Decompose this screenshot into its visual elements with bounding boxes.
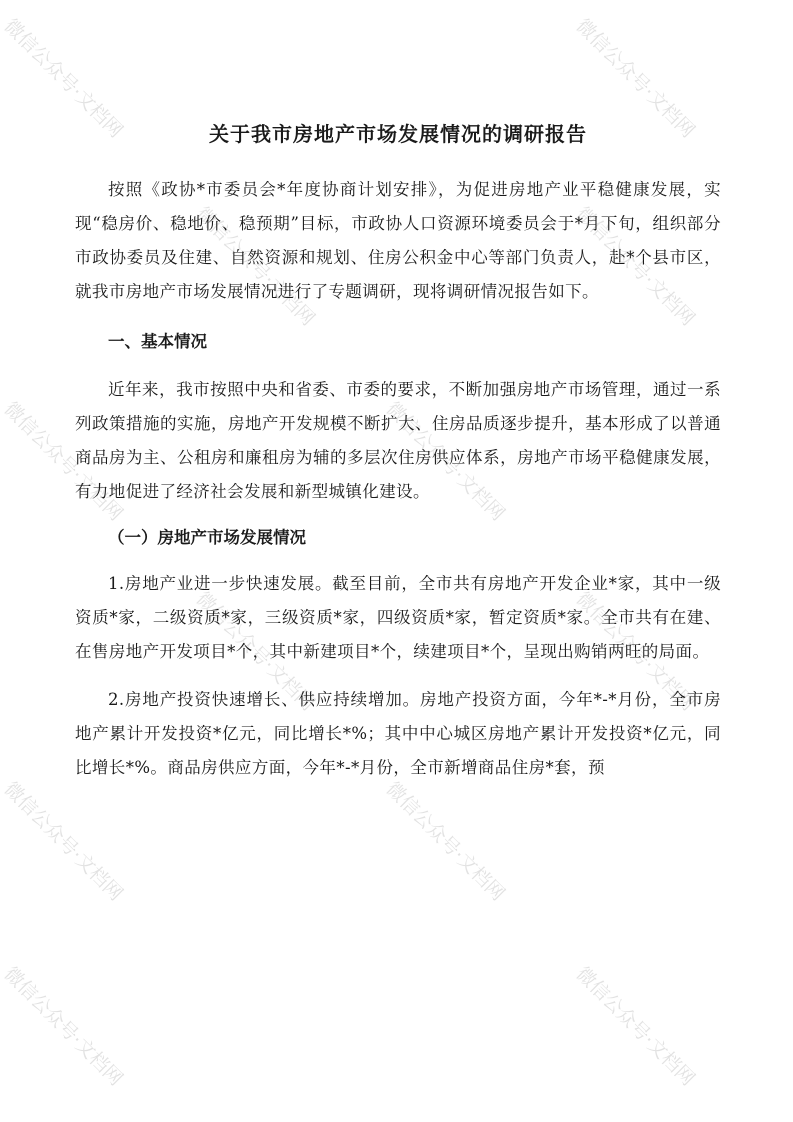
document-body — [75, 118, 721, 785]
watermark: 微信公众号·文档网 — [571, 962, 699, 1091]
watermark: 微信公众号·文档网 — [191, 202, 319, 331]
watermark: 微信公众号·文档网 — [0, 14, 127, 143]
watermark: 微信公众号·文档网 — [0, 397, 127, 526]
section-paragraph: 近年来，我市按照中央和省委、市委的要求，不断加强房地产市场管理，通过一系列政策措施的实施，房地产开发规模不断扩大、住房品质逐步提升，基本形成了以普通商品房为主、公租房和廉租房为辅的多层次住房供应体系，房地产市场平稳健康发展，有力地促进了经济社会发展和新型城镇化建设。 — [75, 380, 721, 501]
watermark: 微信公众号·文档网 — [381, 397, 509, 526]
watermark: 微信公众号·文档网 — [191, 587, 319, 716]
watermark: 微信公众号·文档网 — [0, 962, 127, 1091]
section-heading: 一、基本情况 — [108, 332, 207, 351]
watermark: 微信公众号·文档网 — [571, 14, 699, 143]
list-item-paragraph: 1.房地产业进一步快速发展。截至目前，全市共有房地产开发企业*家，其中一级资质*家，二级资质*家，三级资质*家，四级资质*家，暂定资质*家。全市共有在建、在售房地产开发项目*个，其中新建项目*个，续建项目*个，呈现出购销两旺的局面。 — [75, 574, 721, 661]
watermark: 微信公众号·文档网 — [0, 777, 127, 906]
subsection-heading: （一）房地产市场发展情况 — [108, 528, 306, 547]
intro-paragraph: 按照《政协*市委员会*年度协商计划安排》，为促进房地产业平稳健康发展，实现“稳房价、稳地价、稳预期”目标，市政协人口资源环境委员会于*月下旬，组织部分市政协委员及住建、自然资源和规划、住房公积金中心等部门负责人，赴*个县市区，就我市房地产市场发展情况进行了专题调研，现将调研情况报告如下。 — [75, 180, 721, 301]
list-item-paragraph: 2.房地产投资快速增长、供应持续增加。房地产投资方面，今年*-*月份，全市房地产累计开发投资*亿元，同比增长*%；其中中心城区房地产累计开发投资*亿元，同比增长*%。商品房供应方面，今年*-*月份，全市新增商品住房*套，预 — [75, 690, 721, 777]
page-title: 关于我市房地产市场发展情况的调研报告 — [209, 122, 587, 146]
watermark: 微信公众号·文档网 — [571, 587, 699, 716]
watermark: 微信公众号·文档网 — [571, 202, 699, 331]
watermark: 微信公众号·文档网 — [381, 777, 509, 906]
